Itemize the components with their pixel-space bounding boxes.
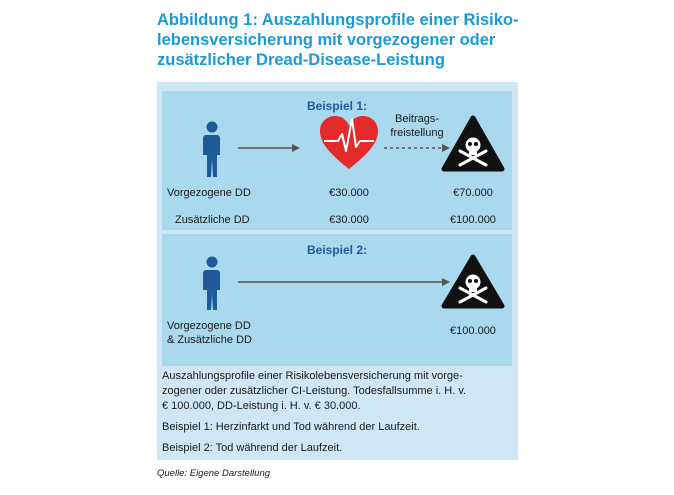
caption-line-3: € 100.000, DD-Leistung i. H. v. € 30.000. xyxy=(162,400,361,412)
arrow-icon xyxy=(238,278,450,286)
row-label-accelerated-dd: Vorgezogene DD xyxy=(167,187,251,199)
example-2-label-line-1: Vorgezogene DD xyxy=(167,320,251,332)
premium-waiver-line-1: Beitrags- xyxy=(394,113,440,125)
example-1-panel xyxy=(162,91,512,230)
heart-value-additional: €30.000 xyxy=(329,214,369,226)
caption-paragraph-3: Beispiel 2: Tod während der Laufzeit. xyxy=(162,442,343,454)
source-note: Quelle: Eigene Darstellung xyxy=(157,468,271,479)
example-2-label xyxy=(167,319,252,347)
title-line-2: lebensversicherung mit vorgezogener oder xyxy=(157,31,496,49)
caption-paragraph-1 xyxy=(162,369,507,414)
heart-ecg-icon xyxy=(320,116,378,169)
arrow-icon xyxy=(238,144,300,152)
death-value-additional: €100.000 xyxy=(450,214,496,226)
person-icon xyxy=(203,257,220,311)
example-2-label-line-2: & Zusätzliche DD xyxy=(167,334,252,346)
caption-line-1: Auszahlungsprofile einer Risikolebensversicherung mit vorge- xyxy=(162,370,463,382)
premium-waiver-note xyxy=(372,112,462,140)
example-1-heading: Beispiel 1: xyxy=(306,99,368,113)
example-2-panel xyxy=(162,234,512,366)
row-label-additional-dd: Zusätzliche DD xyxy=(175,214,250,226)
skull-crossbones-warning-icon xyxy=(444,257,502,306)
heart-value-accelerated: €30.000 xyxy=(329,187,369,199)
figure-caption xyxy=(162,369,507,462)
figure-title xyxy=(157,10,657,70)
person-icon xyxy=(203,122,220,178)
example-2-heading: Beispiel 2: xyxy=(306,243,368,257)
caption-paragraph-2: Beispiel 1: Herzinfarkt und Tod während der Laufzeit. xyxy=(162,421,420,433)
title-line-3: zusätzlicher Dread-Disease-Leistung xyxy=(157,51,445,69)
title-line-1: Abbildung 1: Auszahlungsprofile einer Risiko- xyxy=(157,11,519,29)
death-value-accelerated: €70.000 xyxy=(453,187,493,199)
premium-waiver-line-2: freistellung xyxy=(390,127,444,139)
dashed-arrow-icon xyxy=(384,144,450,152)
caption-line-2: zogener oder zusätzlicher CI-Leistung. Todesfallsumme i. H. v. xyxy=(162,385,467,397)
death-value-example-2: €100.000 xyxy=(450,325,496,337)
figure-box xyxy=(157,82,518,460)
